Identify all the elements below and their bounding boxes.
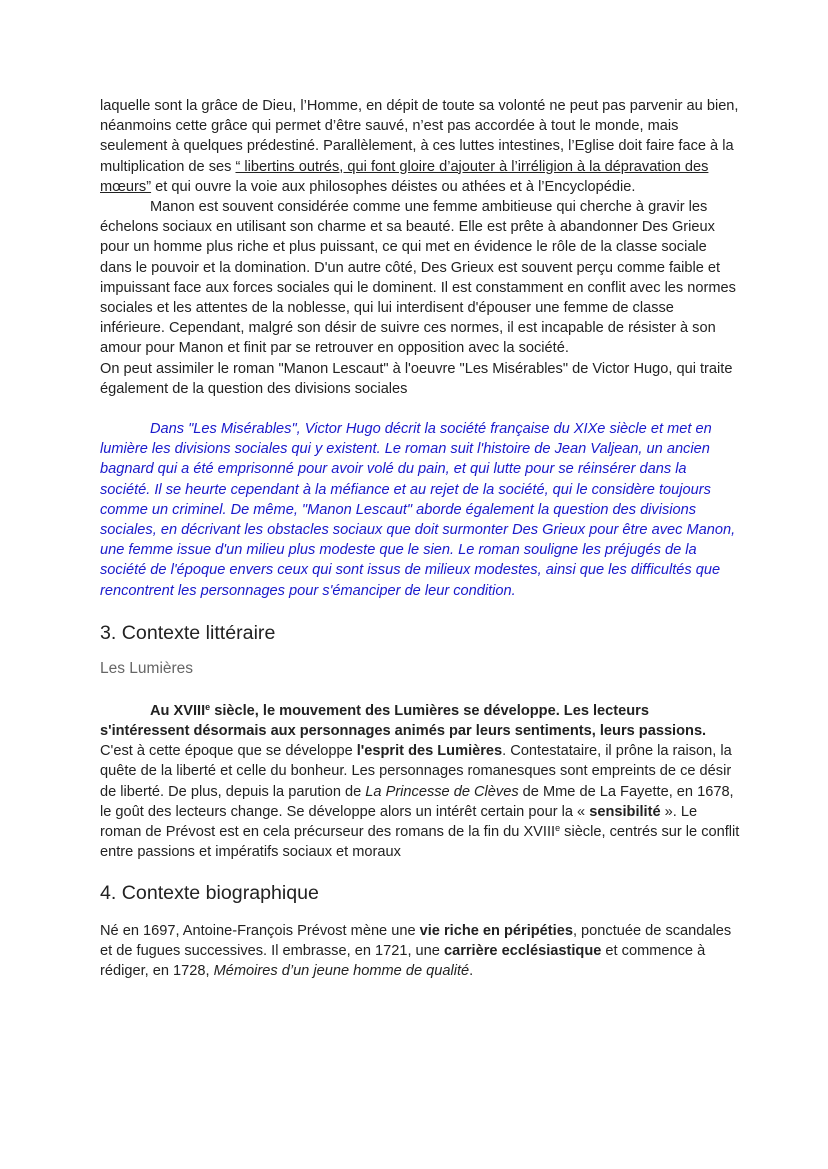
subheading-lumieres: Les Lumières [100, 659, 194, 677]
bold-lumieres-intro-b: siècle, le mouvement des Lumières se développe. Les lecteurs s'intéressent désormais aux personnages animés par leurs sentiments, leurs passions. [100, 702, 707, 740]
bold-vie-riche: vie riche en péripéties [419, 922, 573, 939]
heading-contexte-litteraire: 3. Contexte littéraire [100, 621, 276, 644]
lumieres-text-2: . Contestataire, il prône la raison, la quête de la liberté et celle du bonheur. Les personnages romanesques sont empreints de ce désir de liberté. De plus, depuis la parution de [100, 743, 732, 800]
bio-text-1: Né en 1697, Antoine-François Prévost mène une [100, 922, 420, 939]
bold-carriere-ecclesiastique: carrière ecclésiastique [443, 942, 602, 959]
lumieres-text-3: de Mme de La Fayette, en 1678, le goût des lecteurs change. Se développe alors un intérêt certain pour la « [100, 783, 734, 820]
bold-lumieres-intro-a: Au XVIII [150, 702, 206, 719]
italic-memoires: Mémoires d’un jeune homme de qualité [213, 962, 470, 979]
paragraph-grace-end: et qui ouvre la voie aux philosophes déistes ou athées et à l’Encyclopédie. [151, 178, 636, 195]
bold-sensibilite: sensibilité [589, 803, 661, 820]
paragraph-grace-text: laquelle sont la grâce de Dieu, l’Homme, en dépit de toute sa volonté ne peut pas parvenir au bien, néanmoins cette grâce qui permet d’être sauvé, n’est pas accordée à tout le monde, mais seulement à quelques prédestiné. Parallèlement, à ces luttes intestines, l’Eglise doit faire face à la multiplication de ses [100, 98, 739, 175]
heading-contexte-biographique: 4. Contexte biographique [100, 881, 319, 904]
quote-miserables: Dans "Les Misérables", Victor Hugo décrit la société française du XIXe siècle et met en lumière les divisions sociales qui y existent. Le roman suit l'histoire de Jean Valjean, un ancien bagnard qui a été emprisonné pour avoir volé du pain, et qui lutte pour se réinsérer dans la société. Il se heurte cependant à la méfiance et au rejet de la société, qui le considère toujours comme un criminel. De même, "Manon Lescaut" aborde également la question des divisions sociales, en décrivant les obstacles sociaux que doit surmonter Des Grieux pour être avec Manon, une femme issue d'un milieu plus modeste que le sien. Le roman souligne les préjugés de la société de l'époque envers ceux qui sont issus de milieux modestes, ainsi que les difficultés que rencontrent les personnages pour s'émanciper de leur condition. [100, 421, 736, 599]
bold-lumieres-intro [100, 703, 706, 739]
bold-esprit-lumieres: l'esprit des Lumières [356, 743, 503, 760]
paragraph-lumieres [100, 701, 740, 863]
lumieres-text-5: siècle, centrés sur le conflit entre passions et impératifs sociaux et moraux [100, 824, 740, 861]
lumieres-text-1: C'est à cette époque que se développe [100, 743, 357, 760]
lumieres-text-4: ». Le roman de Prévost est en cela précurseur des romans de la fin du XVIII [100, 803, 698, 841]
paragraph-grace [100, 96, 740, 197]
paragraph-manon: Manon est souvent considérée comme une femme ambitieuse qui cherche à gravir les échelons sociaux en utilisant son charme et sa beauté. Elle est prête à abandonner Des Grieux pour un homme plus riche et plus puissant, ce qui met en évidence le rôle de la classe sociale dans le pouvoir et la domination. D'un autre côté, Des Grieux est souvent perçu comme faible et impuissant face aux forces sociales qui le dominent. Il est constamment en conflit avec les normes sociales et les attentes de la noblesse, qui lui interdisent d'épouser une femme de classe inférieure. Cependant, malgré son désir de suivre ces normes, il est incapable de résister à son amour pour Manon et finit par se retrouver en opposition avec la société. [100, 199, 736, 357]
bio-text-3: et commence à rédiger, en 1728, [100, 942, 706, 979]
superscript-e-1: e [205, 701, 211, 712]
bio-text-4: . [469, 962, 474, 979]
italic-princesse-de-cleves: La Princesse de Clèves [365, 783, 519, 800]
underlined-quote: “ libertins outrés, qui font gloire d’ajouter à l’irréligion à la dépravation des mœurs” [100, 158, 709, 195]
paragraph-biographie [100, 921, 740, 982]
document-page [100, 96, 740, 981]
superscript-e-2: e [555, 823, 561, 834]
paragraph-comparison: On peut assimiler le roman "Manon Lescaut" à l'oeuvre "Les Misérables" de Victor Hugo, qui traite également de la question des divisions sociales [100, 360, 733, 397]
bio-text-2: , ponctuée de scandales et de fugues successives. Il embrasse, en 1721, une [100, 922, 732, 959]
